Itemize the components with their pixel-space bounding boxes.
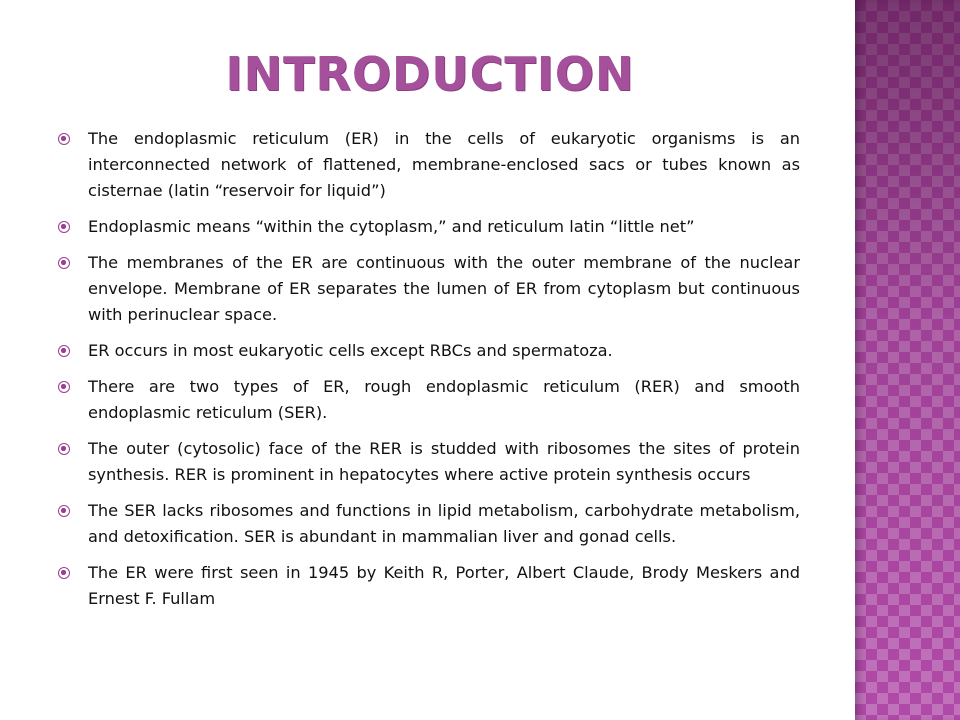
bullet-item bbox=[58, 214, 800, 240]
bullet-list bbox=[58, 126, 800, 622]
circle-dot-bullet-icon bbox=[58, 567, 70, 579]
circle-dot-bullet-icon bbox=[58, 133, 70, 145]
bullet-text: ER occurs in most eukaryotic cells except RBCs and spermatoza. bbox=[88, 341, 613, 360]
circle-dot-bullet-icon bbox=[58, 345, 70, 357]
bullet-text: The ER were first seen in 1945 by Keith R, Porter, Albert Claude, Brody Meskers and Ernest F. Fullam bbox=[88, 563, 800, 608]
bullet-text: The SER lacks ribosomes and functions in lipid metabolism, carbohydrate metabolism, and detoxification. SER is abundant in mammalian liver and gonad cells. bbox=[88, 501, 800, 546]
bullet-text: Endoplasmic means “within the cytoplasm,” and reticulum latin “little net” bbox=[88, 217, 695, 236]
circle-dot-bullet-icon bbox=[58, 443, 70, 455]
slide-title bbox=[200, 46, 660, 102]
circle-dot-bullet-icon bbox=[58, 221, 70, 233]
bullet-item bbox=[58, 126, 800, 204]
circle-dot-bullet-icon bbox=[58, 381, 70, 393]
bullet-text: The outer (cytosolic) face of the RER is studded with ribosomes the sites of protein synthesis. RER is prominent in hepatocytes where active protein synthesis occurs bbox=[88, 439, 800, 484]
slide-title-text: INTRODUCTION bbox=[225, 47, 635, 101]
decorative-side-band bbox=[855, 0, 960, 720]
bullet-item bbox=[58, 560, 800, 612]
bullet-item bbox=[58, 436, 800, 488]
bullet-text: The membranes of the ER are continuous with the outer membrane of the nuclear envelope. Membrane of ER separates the lumen of ER from cytoplasm but continuous with perinuclear space. bbox=[88, 253, 800, 324]
bullet-text: There are two types of ER, rough endoplasmic reticulum (RER) and smooth endoplasmic reticulum (SER). bbox=[88, 377, 800, 422]
bullet-item bbox=[58, 498, 800, 550]
bullet-item bbox=[58, 250, 800, 328]
bullet-item bbox=[58, 374, 800, 426]
circle-dot-bullet-icon bbox=[58, 257, 70, 269]
bullet-item bbox=[58, 338, 800, 364]
bullet-text: The endoplasmic reticulum (ER) in the cells of eukaryotic organisms is an interconnected network of flattened, membrane-enclosed sacs or tubes known as cisternae (latin “reservoir for liquid”) bbox=[88, 129, 800, 200]
circle-dot-bullet-icon bbox=[58, 505, 70, 517]
